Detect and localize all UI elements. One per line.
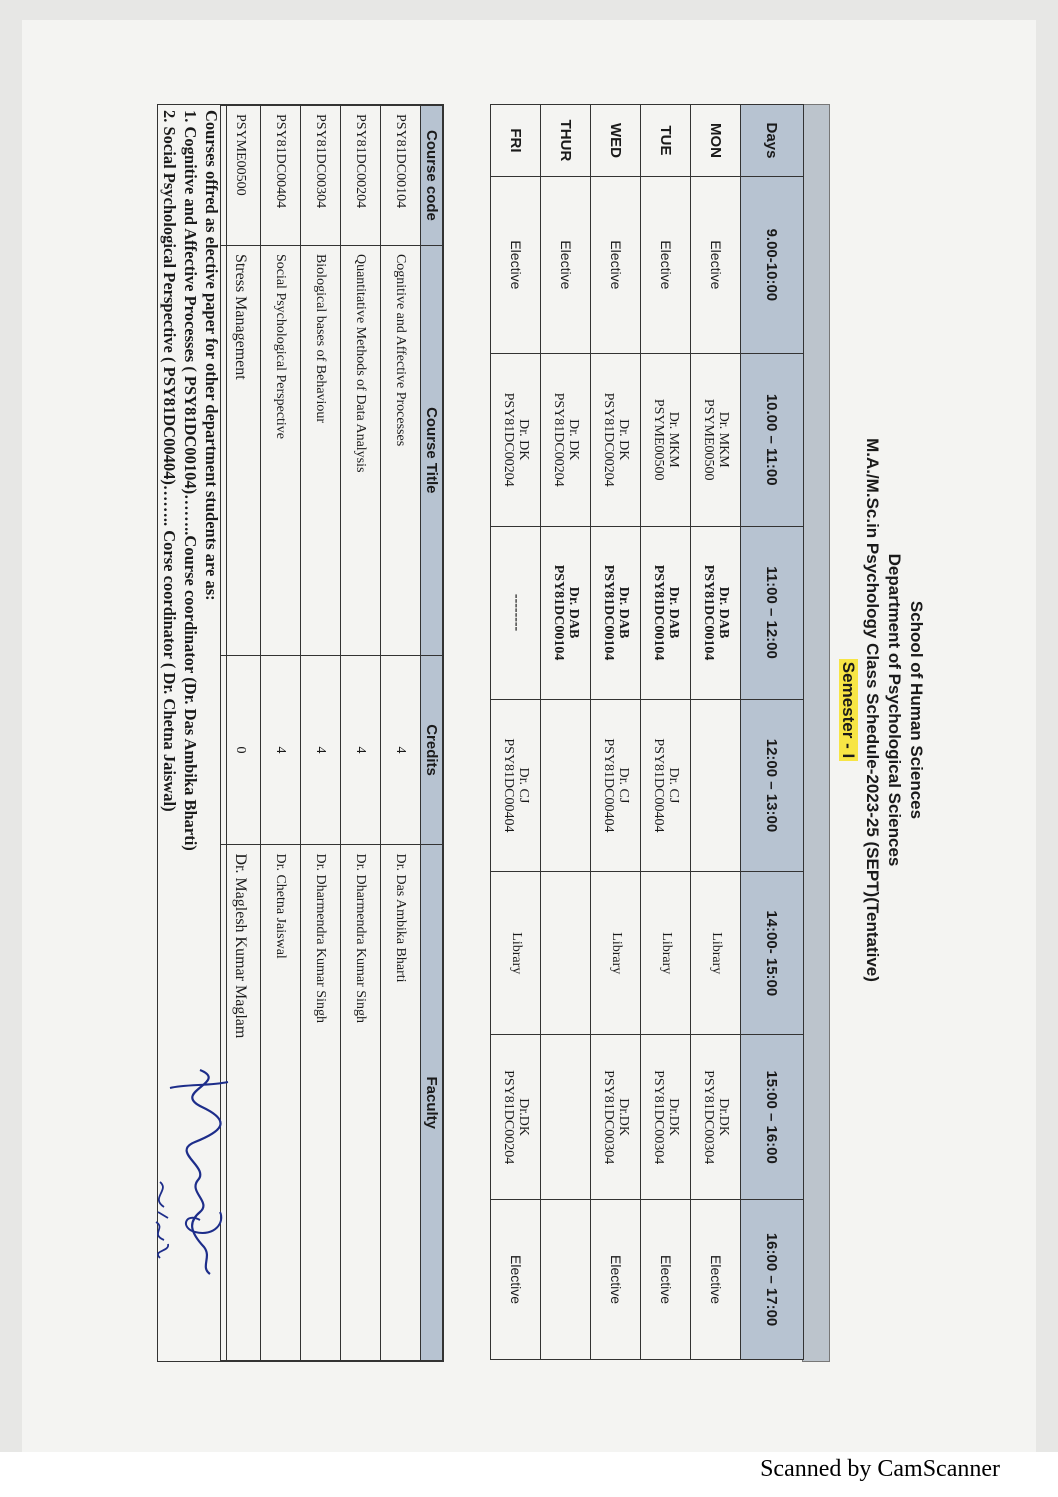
slot-course: PSY81DC00104	[551, 564, 567, 661]
course-code: PSYME00500	[221, 106, 261, 246]
col-slot-6: 15:00 – 16:00	[741, 1035, 804, 1200]
table-row	[301, 106, 341, 1361]
slot-cell	[541, 1035, 591, 1200]
slot-teacher: --------	[508, 593, 524, 632]
school-name: School of Human Sciences	[907, 600, 926, 820]
course-title: Cognitive and Affective Processes	[381, 245, 421, 655]
course-credits: 4	[341, 655, 381, 845]
course-credits: 4	[301, 655, 341, 845]
slot-teacher: Dr.DK	[666, 1098, 682, 1137]
slot-cell	[491, 1035, 541, 1200]
slot-cell	[641, 353, 691, 526]
slot-teacher: Dr. MKM	[666, 411, 682, 468]
course-header-row	[421, 106, 443, 1361]
slot-cell: Elective	[491, 176, 541, 353]
slot-cell: Library	[591, 872, 641, 1035]
elective-notes	[159, 110, 222, 851]
slot-teacher: Dr. CJ	[666, 767, 682, 804]
slot-cell: Elective	[691, 1200, 741, 1360]
slot-cell: Elective	[541, 176, 591, 353]
slot-cell	[641, 699, 691, 872]
slot-teacher: Dr. DK	[566, 419, 582, 461]
notes-item-1: 1. Cognitive and Affective Processes ( PSY81DC00104)……..Course coordinator (Dr. Das Ambika Bharti)	[181, 110, 200, 851]
slot-course: PSY81DC00204	[501, 392, 517, 487]
slot-teacher: Dr. DAB	[716, 586, 732, 639]
slot-teacher: Dr. CJ	[516, 767, 532, 804]
slot-course: PSY81DC00204	[551, 392, 567, 487]
slot-cell	[641, 1035, 691, 1200]
slot-course: PSY81DC00104	[701, 564, 717, 661]
schedule-header-row	[741, 105, 804, 1360]
day-cell: TUE	[641, 105, 691, 177]
slot-course: PSYME00500	[651, 398, 667, 481]
course-code: PSY81DC00404	[261, 106, 301, 246]
slot-cell: Elective	[641, 176, 691, 353]
slot-cell: Elective	[591, 1200, 641, 1360]
slot-cell	[541, 872, 591, 1035]
class-schedule-table	[490, 104, 804, 1360]
department-name: Department of Psychological Sciences	[885, 553, 904, 867]
slot-cell	[591, 699, 641, 872]
course-title: Social Psychological Perspective	[261, 245, 301, 655]
slot-teacher: Dr. CJ	[616, 767, 632, 804]
slot-cell	[591, 1035, 641, 1200]
course-title: Stress Management	[221, 245, 261, 655]
slot-cell: Library	[491, 872, 541, 1035]
notes-item-2: 2. Social Psychological Perspective ( PSY81DC00404)…….. Corse coordinator ( Dr. Chetna Jaiswal)	[160, 110, 179, 812]
scanner-watermark: Scanned by CamScanner	[760, 1456, 1000, 1482]
table-row	[341, 106, 381, 1361]
col-slot-7: 16:00 – 17:00	[741, 1200, 804, 1360]
course-faculty: Dr. Chetna Jaiswal	[261, 845, 301, 1361]
slot-course: PSY81DC00404	[501, 738, 517, 833]
slot-cell	[541, 526, 591, 699]
slot-course: PSY81DC00304	[651, 1070, 667, 1165]
day-cell: FRI	[491, 105, 541, 177]
table-row	[491, 105, 541, 1360]
col-days: Days	[741, 105, 804, 177]
slot-cell	[591, 353, 641, 526]
day-cell: MON	[691, 105, 741, 177]
slot-course: PSY81DC00104	[601, 564, 617, 661]
slot-teacher: Dr. DAB	[566, 586, 582, 639]
table-row	[261, 106, 301, 1361]
course-code: PSY81DC00304	[301, 106, 341, 246]
slot-cell	[491, 353, 541, 526]
slot-cell	[691, 699, 741, 872]
semester-label: Semester - I	[839, 659, 858, 761]
handwritten-signature	[140, 1062, 240, 1282]
course-credits: 4	[381, 655, 421, 845]
slot-teacher: Dr. DK	[616, 419, 632, 461]
slot-cell	[641, 526, 691, 699]
day-cell: WED	[591, 105, 641, 177]
slot-cell	[491, 699, 541, 872]
semester-wrap	[838, 62, 858, 1358]
slot-cell	[541, 353, 591, 526]
slot-teacher: Dr. DK	[516, 419, 532, 461]
slot-course: PSY81DC00204	[601, 392, 617, 487]
col-course-title: Course Title	[421, 245, 443, 655]
course-code: PSY81DC00204	[341, 106, 381, 246]
slot-cell: Elective	[641, 1200, 691, 1360]
slot-teacher: Dr.DK	[516, 1098, 532, 1137]
slot-cell	[691, 1035, 741, 1200]
course-title: Biological bases of Behaviour	[301, 245, 341, 655]
col-faculty: Faculty	[421, 845, 443, 1361]
slot-cell: Elective	[491, 1200, 541, 1360]
course-code: PSY81DC00104	[381, 106, 421, 246]
slot-course: PSY81DC00404	[601, 738, 617, 833]
course-faculty: Dr. Das Ambika Bharti	[381, 845, 421, 1361]
col-course-code: Course code	[421, 106, 443, 246]
slot-cell: Library	[641, 872, 691, 1035]
col-slot-2: 10.00 – 11:00	[741, 353, 804, 526]
col-slot-4: 12:00 – 13:00	[741, 699, 804, 872]
slot-cell	[691, 526, 741, 699]
course-table-block	[226, 104, 444, 1362]
slot-course: PSY81DC00204	[501, 1070, 517, 1165]
slot-cell	[591, 526, 641, 699]
slot-course: PSY81DC00404	[651, 738, 667, 833]
col-slot-1: 9.00-10:00	[741, 176, 804, 353]
table-row	[591, 105, 641, 1360]
slot-teacher: Dr. DAB	[616, 586, 632, 639]
course-faculty: Dr. Dharmendra Kumar Singh	[341, 845, 381, 1361]
course-credits: 4	[261, 655, 301, 845]
course-list-table	[220, 105, 443, 1361]
slot-cell	[541, 1200, 591, 1360]
slot-cell	[691, 353, 741, 526]
table-row	[541, 105, 591, 1360]
slot-course: PSY81DC00304	[601, 1070, 617, 1165]
schedule-top-band	[802, 104, 830, 1362]
table-row	[691, 105, 741, 1360]
slot-teacher: Dr.DK	[616, 1098, 632, 1137]
slot-cell	[491, 526, 541, 699]
course-title: Quantitative Methods of Data Analysis	[341, 245, 381, 655]
notes-heading: Courses offred as elective paper for other department students are as:	[202, 110, 221, 601]
schedule-title: M.A./M.Sc.in Psychology Class Schedule-2023-25 (SEPT)(Tentative)	[863, 438, 882, 982]
table-row	[381, 106, 421, 1361]
table-row	[641, 105, 691, 1360]
slot-teacher: Dr. MKM	[716, 411, 732, 468]
slot-teacher: Dr.DK	[716, 1098, 732, 1137]
slot-teacher: Dr. DAB	[666, 586, 682, 639]
slot-cell: Elective	[691, 176, 741, 353]
col-slot-3: 11:00 – 12:00	[741, 526, 804, 699]
slot-cell: Library	[691, 872, 741, 1035]
rotated-schedule-page	[110, 62, 930, 1358]
slot-course: PSYME00500	[701, 398, 717, 481]
slot-course: PSY81DC00104	[651, 564, 667, 661]
slot-course: PSY81DC00304	[701, 1070, 717, 1165]
slot-cell: Elective	[591, 176, 641, 353]
col-slot-5: 14:00- 15:00	[741, 872, 804, 1035]
course-faculty: Dr. Dharmendra Kumar Singh	[301, 845, 341, 1361]
day-cell: THUR	[541, 105, 591, 177]
course-faculty: Dr. Maglesh Kumar Maglam	[221, 845, 261, 1361]
col-credits: Credits	[421, 655, 443, 845]
slot-cell	[541, 699, 591, 872]
course-credits: 0	[221, 655, 261, 845]
